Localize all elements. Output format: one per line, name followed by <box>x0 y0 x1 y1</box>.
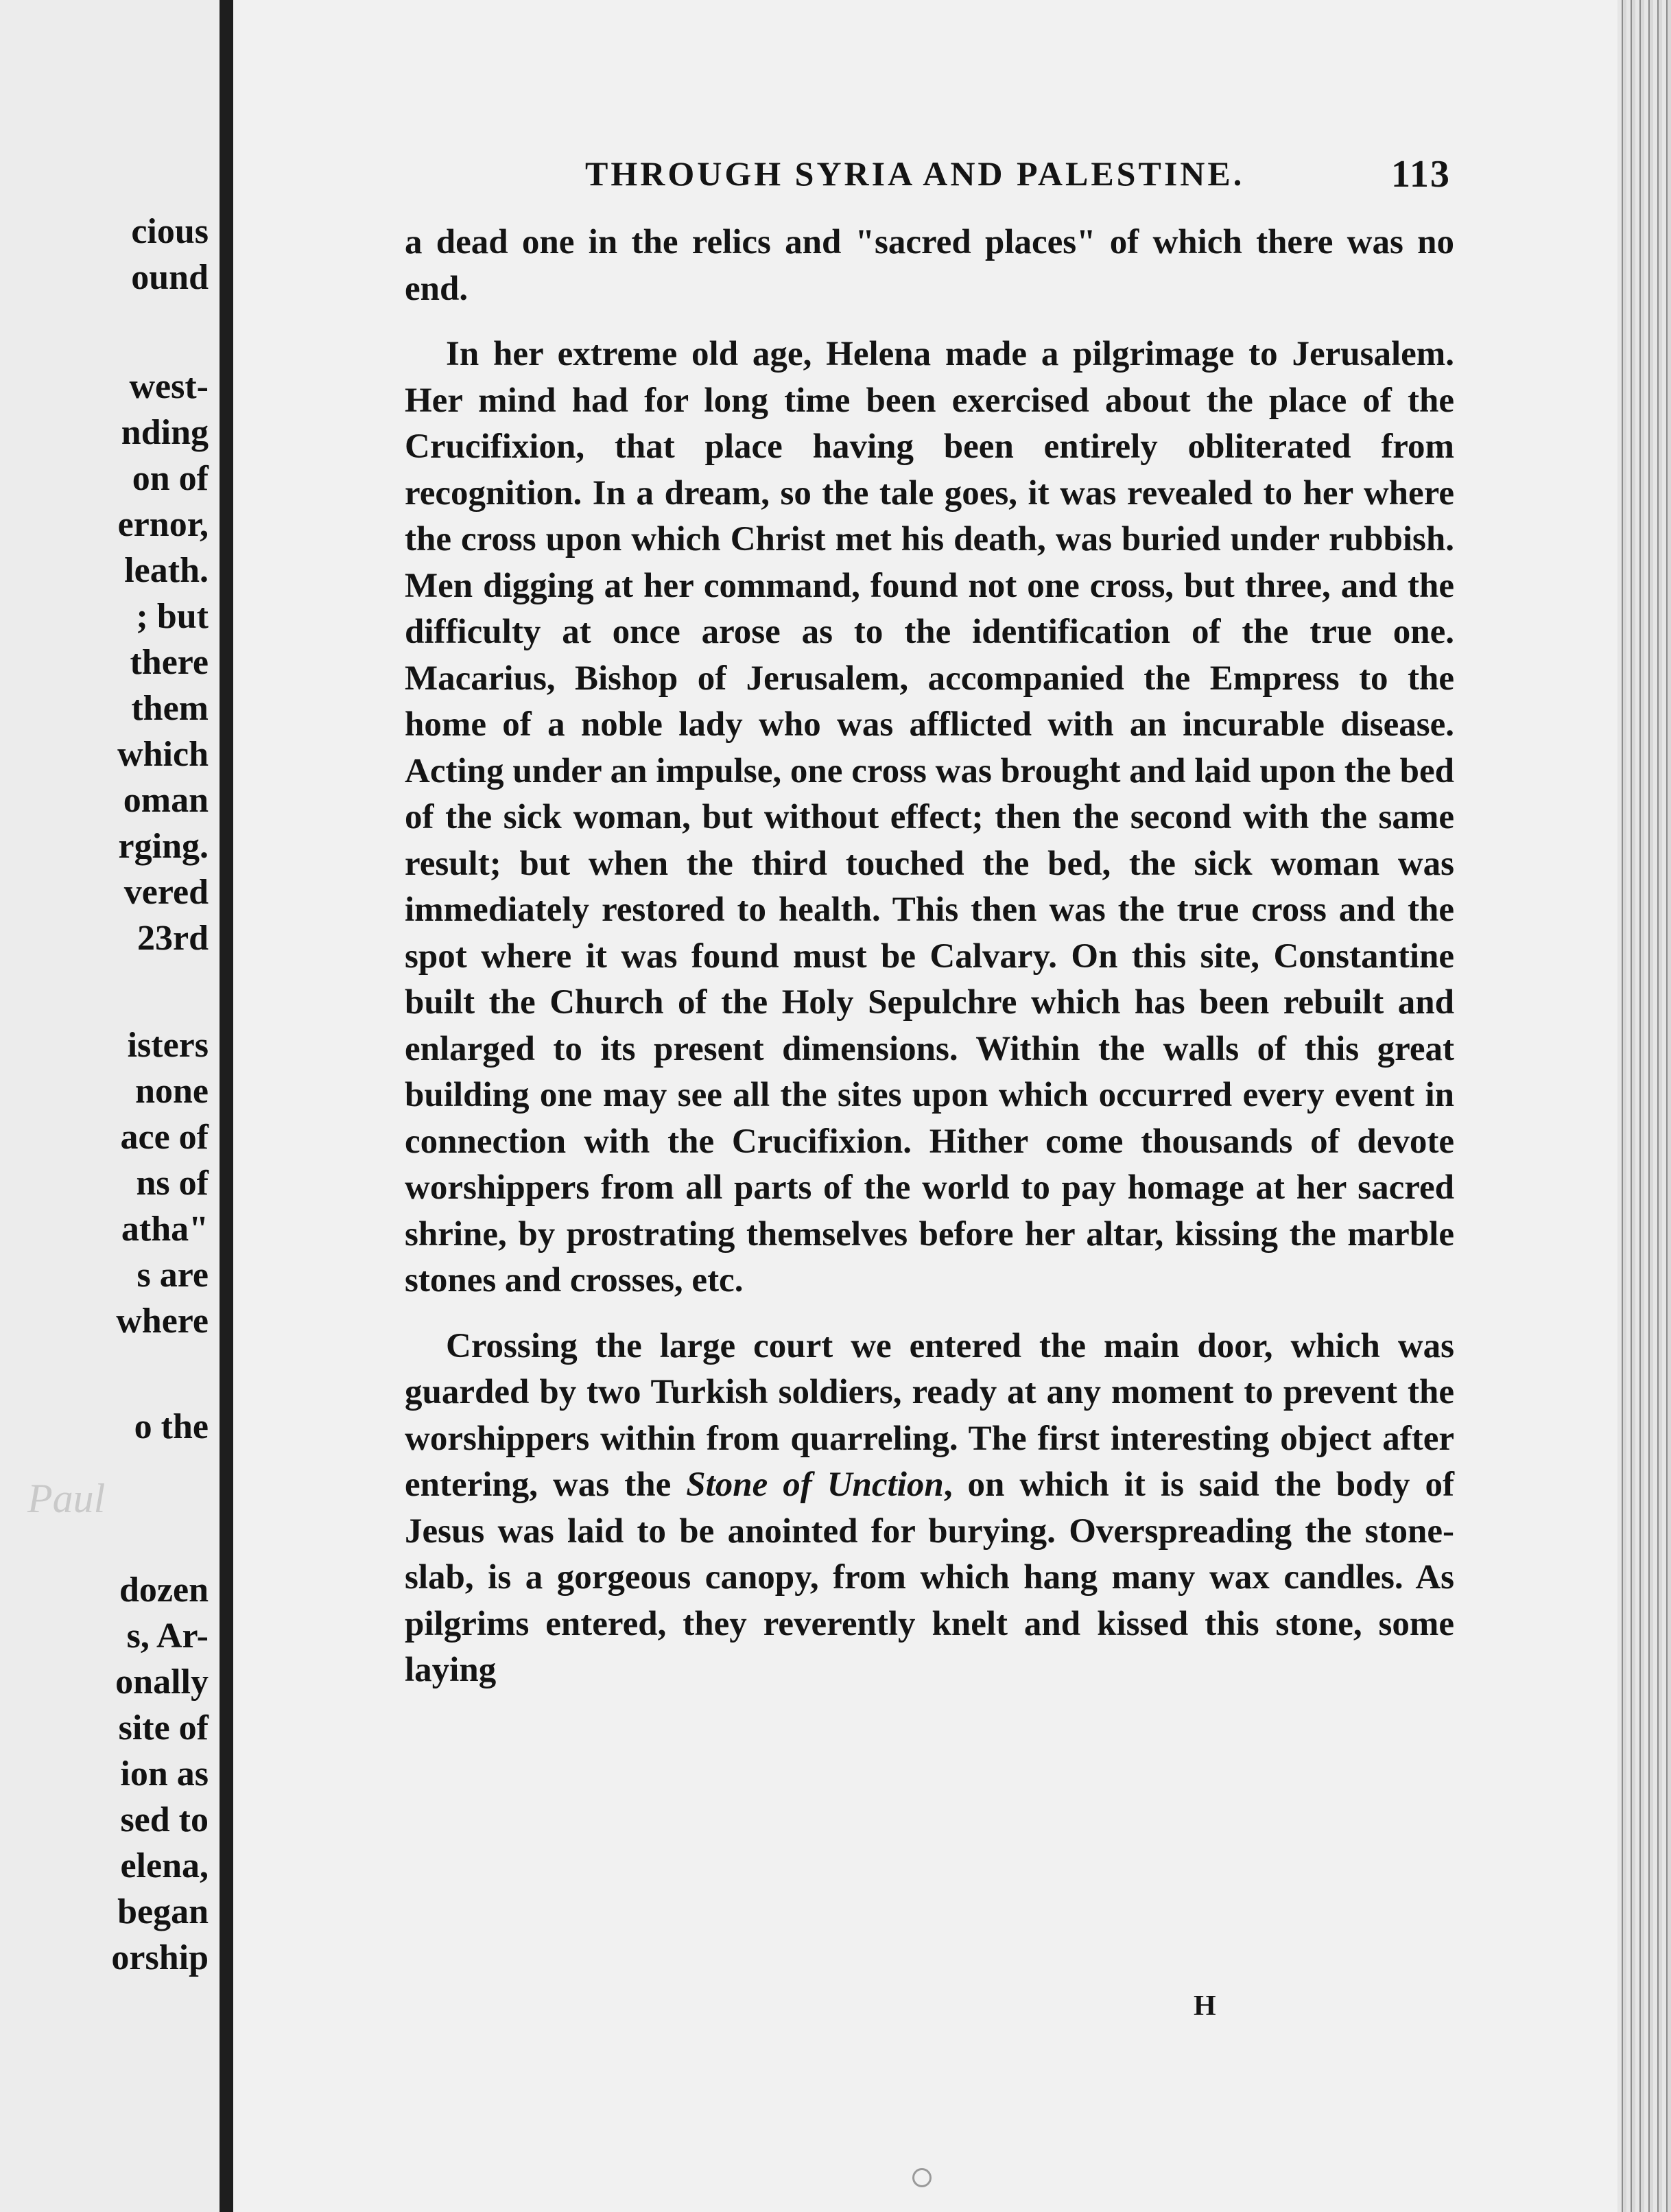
facing-line: o the <box>134 1407 209 1446</box>
facing-line: oman <box>123 781 209 820</box>
facing-line: west- <box>129 367 209 406</box>
facing-line: atha" <box>121 1210 209 1249</box>
paragraph: In her extreme old age, Helena made a pilgrimage to Jerusalem. Her mind had for long time been exercised about the place of the Crucifixion, that place having been entirely obliterated from recognition. In a dream, so the tale goes, it was revealed to her where the cross upon which Christ met his death, was buried under rubbish. Men digging at her command, found not one cross, but three, and the difficulty at once arose as to the identification of the true one. Macarius, Bishop of Jerusalem, accompanied the Empress to the home of a noble lady who was afflicted with an incurable disease. Acting under an impulse, one cross was brought and laid upon the bed of the sick woman, but without effect; then the second with the same result; but when the third touched the bed, the sick woman was immediately restored to health. This then was the true cross and the spot where it was found must be Calvary. On this site, Constantine built the Church of the Holy Sepulchre which has been rebuilt and enlarged to its present dimensions. Within the walls of this great building one may see all the sites upon which occurred every event in connection with the Crucifixion. Hither come thousands of devote worshippers from all parts of the world to pay homage at her sacred shrine, by prostrating themselves before her altar, kissing the marble stones and crosses, etc. <box>405 335 1454 1299</box>
facing-line: s are <box>137 1256 209 1295</box>
facing-line: 23rd <box>137 919 209 958</box>
facing-line: site of <box>118 1708 209 1748</box>
facing-line: dozen <box>119 1570 209 1610</box>
paragraph-text: , on which it is said the body of Jesus was laid to be anointed for burying. Overspreading the stone-slab, is a gorgeous canopy, from which hang many wax candles. As pilgrims entered, they reverently knelt and kissed this stone, some laying <box>405 1466 1454 1689</box>
facing-line: where <box>116 1302 209 1341</box>
facing-line: elena, <box>120 1846 209 1885</box>
facing-line: nding <box>121 413 209 452</box>
facing-line: onally <box>115 1662 209 1702</box>
facing-line: ; but <box>136 597 209 636</box>
facing-line: there <box>130 643 209 682</box>
paragraph <box>405 1323 1454 1694</box>
facing-line: ound <box>131 258 209 297</box>
paragraph: a dead one in the relics and "sacred places" of which there was no end. <box>405 223 1454 308</box>
body-text <box>405 220 1454 1713</box>
page-number: 113 <box>1391 153 1451 196</box>
facing-line: s, Ar- <box>126 1616 209 1656</box>
facing-line: began <box>117 1892 209 1931</box>
facing-line: ns of <box>136 1164 209 1203</box>
facing-line: ernor, <box>117 505 209 544</box>
facing-line: on of <box>132 459 209 498</box>
page-edges <box>1617 0 1671 2212</box>
faint-bleed-through: Paul <box>27 1476 106 1521</box>
italic-term: Stone of Unction <box>686 1466 944 1504</box>
facing-line: rging. <box>118 827 209 866</box>
facing-line: orship <box>111 1938 209 1977</box>
running-head: THROUGH SYRIA AND PALESTINE. <box>585 154 1245 193</box>
binding-hole <box>912 2168 932 2187</box>
facing-line: ion as <box>120 1754 209 1793</box>
paragraph-text: Crossing the large court we entered the main door, which was guarded by two Turkish soldiers, ready at any moment to prevent the worshippers within from quarreling. The first interesting object after entering, was the <box>405 1326 1454 1504</box>
facing-line: them <box>131 689 209 728</box>
facing-line: ace of <box>120 1118 209 1157</box>
facing-line: leath. <box>124 551 209 590</box>
facing-line: sed to <box>120 1800 209 1839</box>
facing-page-fragment <box>0 0 233 2212</box>
facing-line: which <box>117 735 209 774</box>
facing-line: none <box>135 1072 209 1111</box>
facing-line: vered <box>123 873 209 912</box>
facing-line: cious <box>131 212 209 251</box>
signature-mark: H <box>1194 1990 1216 2022</box>
facing-line: isters <box>127 1026 209 1065</box>
